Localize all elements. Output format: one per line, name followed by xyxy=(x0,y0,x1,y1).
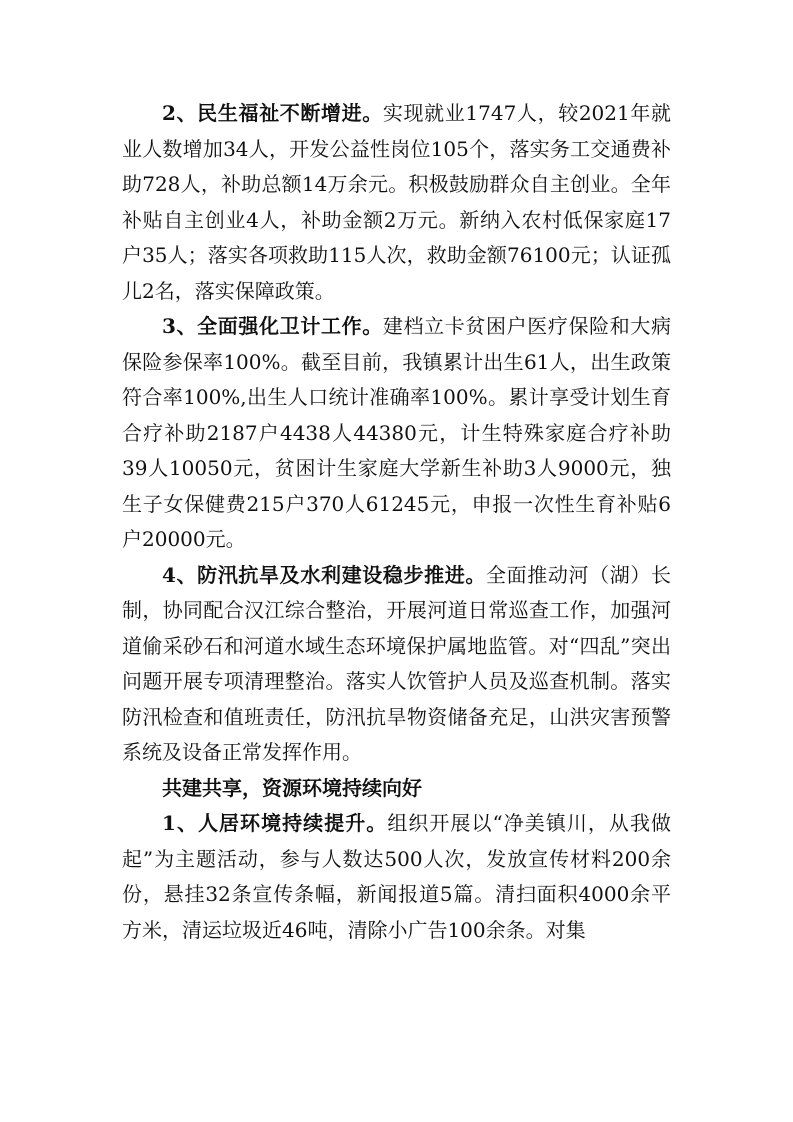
paragraph-body: 建档立卡贫困户医疗保险和大病保险参保率100%。截至目前，我镇累计出生61人，出生政策符合率100%,出生人口统计准确率100%。累计享受计划生育合疗补助2187户4438人44380元，计生特殊家庭合疗补助39人10050元，贫困计生家庭大学新生补助3人9000元，独生子女保健费215户370人61245元，申报一次性生育补贴6户20000元。 xyxy=(122,314,671,551)
paragraph-livelihood xyxy=(122,96,671,309)
paragraph-body: 组织开展以“净美镇川，从我做起”为主题活动，参与人数达500人次，发放宣传材料200余份，悬挂32条宣传条幅，新闻报道5篇。清扫面积4000余平方米，清运垃圾近46吨，清除小广告100余条。对集 xyxy=(122,811,671,942)
paragraph-lead: 4、防汛抗旱及水利建设稳步推进。 xyxy=(162,562,486,587)
paragraph-health xyxy=(122,309,671,558)
paragraph-lead: 2、民生福祉不断增进。 xyxy=(162,101,383,125)
paragraph-lead: 1、人居环境持续提升。 xyxy=(162,811,388,835)
section-heading: 共建共享，资源环境持续向好 xyxy=(162,775,422,800)
paragraph-lead: 3、全面强化卫计工作。 xyxy=(162,314,383,338)
paragraph-flood-control xyxy=(122,558,671,771)
paragraph-body: 全面推动河（湖）长制，协同配合汉江综合整治，开展河道日常巡查工作，加强河道偷采砂石和河道水域生态环境保护属地监管。对“四乱”突出问题开展专项清理整治。落实人饮管护人员及巡查机制。落实防汛检查和值班责任，防汛抗旱物资储备充足，山洪灾害预警系统及设备正常发挥作用。 xyxy=(122,562,671,764)
paragraph-body: 实现就业1747人，较2021年就业人数增加34人，开发公益性岗位105个，落实务工交通费补助728人，补助总额14万余元。积极鼓励群众自主创业。全年补贴自主创业4人，补助金额2万元。新纳入农村低保家庭17户35人；落实各项救助115人次，救助金额76100元；认证孤儿2名，落实保障政策。 xyxy=(122,101,671,303)
paragraph-living-environment xyxy=(122,806,671,948)
